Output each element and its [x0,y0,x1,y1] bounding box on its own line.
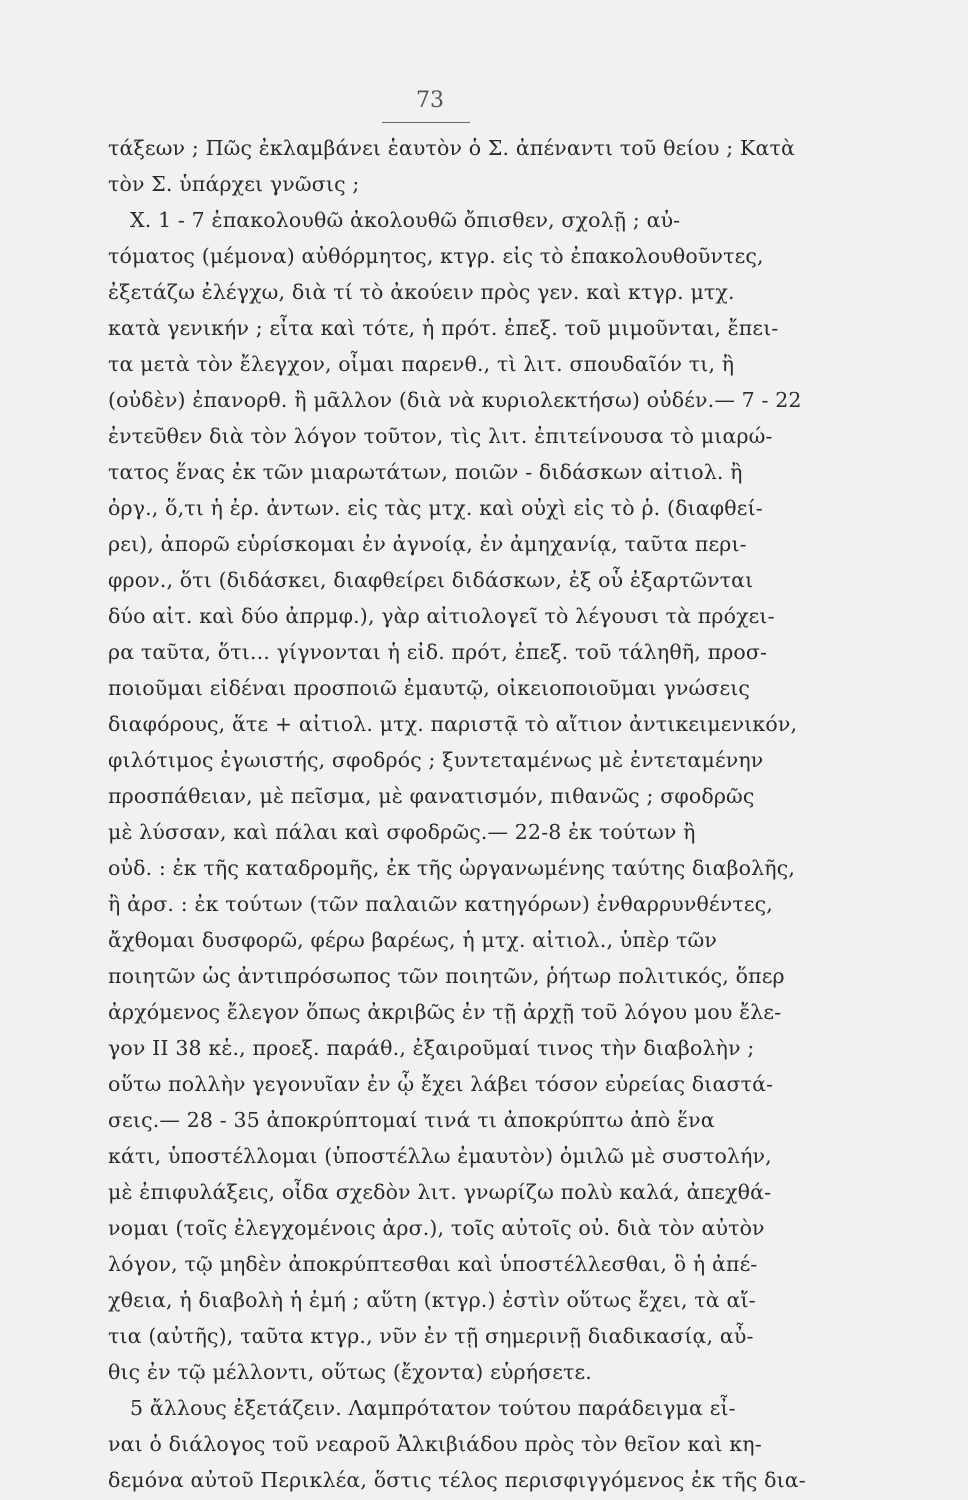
text-line: ποιητῶν ὡς ἀντιπρόσωπος τῶν ποιητῶν, ῥήτωρ πολιτικός, ὅπερ [108,964,785,988]
text-line: γον II 38 κἑ., προεξ. παράθ., ἐξαιροῦμαί τινος τὴν διαβολὴν ; [108,1036,755,1060]
text-line: δεμόνα αὐτοῦ Περικλέα, ὅστις τέλος περισφιγγόμενος ἐκ τῆς δια- [108,1468,806,1492]
text-line: ἢ ἀρσ. : ἐκ τούτων (τῶν παλαιῶν κατηγόρων) ἐνθαρρυνθέντες, [108,892,773,916]
text-line: σεις.— 28 - 35 ἀποκρύπτομαί τινά τι ἀποκρύπτω ἀπὸ ἕνα [108,1108,715,1132]
text-line: μὲ λύσσαν, καὶ πάλαι καὶ σφοδρῶς.— 22-8 ἐκ τούτων ἢ [108,820,696,844]
text-line: X. 1 - 7 ἐπακολουθῶ ἀκολουθῶ ὄπισθεν, σχολῇ ; αὐ- [130,208,681,232]
text-line: διαφόρους, ἅτε + αἰτιολ. μτχ. παριστᾷ τὸ αἴτιον ἀντικειμενικόν, [108,712,798,736]
text-line: ἐντεῦθεν διὰ τὸν λόγον τοῦτον, τὶς λιτ. ἐπιτείνουσα τὸ μιαρώ- [108,424,773,448]
text-line: μὲ ἐπιφυλάξεις, οἶδα σχεδὸν λιτ. γνωρίζω πολὺ καλά, ἀπεχθά- [108,1180,772,1204]
text-line: νομαι (τοῖς ἐλεγχομένοις ἀρσ.), τοῖς αὐτοῖς οὐ. διὰ τὸν αὐτὸν [108,1216,765,1240]
text-line: τα μετὰ τὸν ἔλεγχον, οἶμαι παρενθ., τὶ λιτ. σπουδαῖόν τι, ἢ [108,352,735,376]
text-line: φρον., ὅτι (διδάσκει, διαφθείρει διδάσκων, ἐξ οὗ ἐξαρτῶνται [108,568,754,592]
text-line: 5 ἄλλους ἐξετάζειν. Λαμπρότατον τούτου παράδειγμα εἶ- [130,1396,736,1420]
text-line: τόματος (μέμονα) αὐθόρμητος, κτγρ. εἰς τὸ ἐπακολουθοῦντες, [108,244,764,268]
text-line: προσπάθειαν, μὲ πεῖσμα, μὲ φανατισμόν, πιθανῶς ; σφοδρῶς [108,784,755,808]
commentary-text [108,130,824,1498]
text-line: θις ἐν τῷ μέλλοντι, οὕτως (ἔχοντα) εὑρήσετε. [108,1360,592,1384]
text-line: ἄχθομαι δυσφορῶ, φέρω βαρέως, ἡ μτχ. αἰτιολ., ὑπὲρ τῶν [108,928,718,952]
text-line: ρει), ἀπορῶ εὑρίσκομαι ἐν ἀγνοίᾳ, ἐν ἀμηχανίᾳ, ταῦτα περι- [108,532,747,556]
text-line: τια (αὐτῆς), ταῦτα κτγρ., νῦν ἐν τῇ σημερινῇ διαδικασίᾳ, αὖ- [108,1324,754,1348]
text-line: κάτι, ὑποστέλλομαι (ὑποστέλλω ἐμαυτὸν) ὁμιλῶ μὲ συστολήν, [108,1144,772,1168]
text-line: τάξεων ; Πῶς ἐκλαμβάνει ἑαυτὸν ὁ Σ. ἀπέναντι τοῦ θείου ; Κατὰ [108,136,795,160]
text-line: ρα ταῦτα, ὅτι... γίγνονται ἡ εἰδ. πρότ, ἐπεξ. τοῦ τάληθῆ, προσ- [108,640,768,664]
page-number: 73 [416,88,444,113]
text-line: οὐδ. : ἐκ τῆς καταδρομῆς, ἐκ τῆς ὠργανωμένης ταύτης διαβολῆς, [108,856,796,880]
text-line: λόγον, τῷ μηδὲν ἀποκρύπτεσθαι καὶ ὑποστέλλεσθαι, ὃ ἡ ἀπέ- [108,1252,758,1276]
text-line: οὕτω πολλὴν γεγονυῖαν ἐν ᾧ ἔχει λάβει τόσον εὐρείας διαστά- [108,1072,774,1096]
text-line: ἐξετάζω ἐλέγχω, διὰ τί τὸ ἀκούειν πρὸς γεν. καὶ κτγρ. μτχ. [108,280,735,304]
text-line: ἀρχόμενος ἔλεγον ὅπως ἀκριβῶς ἐν τῇ ἀρχῇ τοῦ λόγου μου ἔλε- [108,1000,782,1024]
text-line: τατος ἕνας ἐκ τῶν μιαρωτάτων, ποιῶν - διδάσκων αἰτιολ. ἢ [108,460,743,484]
text-line: (οὐδὲν) ἐπανορθ. ἢ μᾶλλον (διὰ νὰ κυριολεκτήσω) οὐδέν.— 7 - 22 [108,388,802,412]
text-line: ποιοῦμαι εἰδέναι προσποιῶ ἐμαυτῷ, οἰκειοποιοῦμαι γνώσεις [108,676,751,700]
text-line: τὸν Σ. ὑπάρχει γνῶσις ; [108,172,360,196]
text-line: ὀργ., ὅ,τι ἡ ἐρ. ἀντων. εἰς τὰς μτχ. καὶ οὐχὶ εἰς τὸ ῥ. (διαφθεί- [108,496,763,520]
text-line: φιλότιμος ἐγωιστής, σφοδρός ; ξυντεταμένως μὲ ἐντεταμένην [108,748,764,772]
text-line: κατὰ γενικήν ; εἶτα καὶ τότε, ἡ πρότ. ἐπεξ. τοῦ μιμοῦνται, ἔπει- [108,316,779,340]
text-line: ναι ὁ διάλογος τοῦ νεαροῦ Ἀλκιβιάδου πρὸς τὸν θεῖον καὶ κη- [108,1432,762,1456]
header-rule [382,122,470,123]
text-line: χθεια, ἡ διαβολὴ ἡ ἐμή ; αὕτη (κτγρ.) ἐστὶν οὕτως ἔχει, τὰ αἴ- [108,1288,756,1312]
text-line: δύο αἰτ. καὶ δύο ἀπρμφ.), γὰρ αἰτιολογεῖ τὸ λέγουσι τὰ πρόχει- [108,604,775,628]
